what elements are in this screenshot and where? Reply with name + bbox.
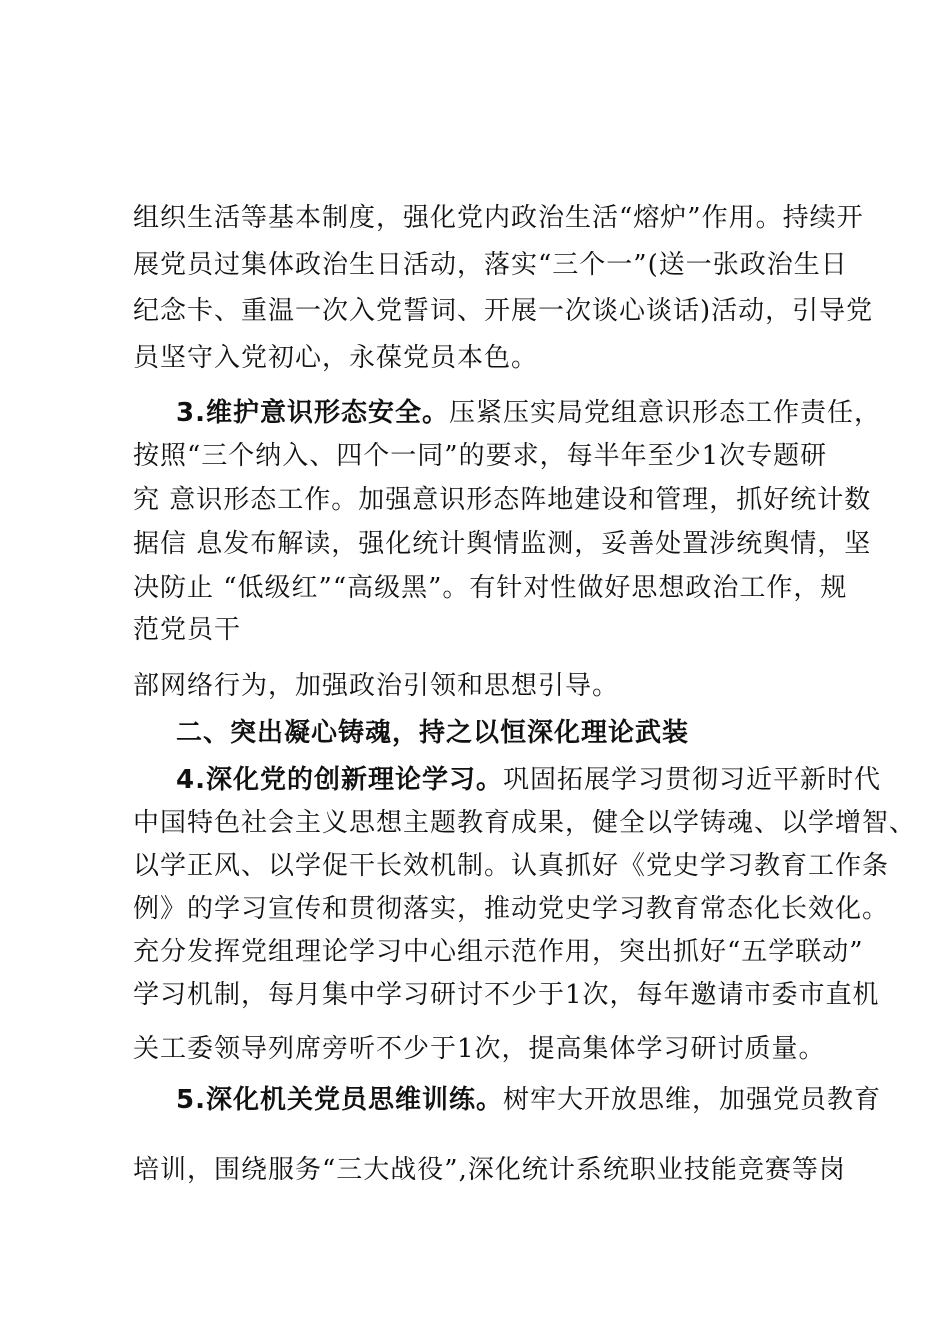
- paragraph-2-line-1: [176, 398, 881, 428]
- paragraph-3-line-2: 中国特色社会主义思想主题教育成果，健全以学铸魂、以学增智、: [133, 808, 917, 838]
- paragraph-4-line-1: [176, 1085, 881, 1115]
- paragraph-3-line-7: 关工委领导列席旁听不少于1次，提高集体学习研讨质量。: [133, 1034, 826, 1064]
- paragraph-3-line-1: [176, 765, 881, 795]
- paragraph-3-line-3: 以学正风、以学促干长效机制。认真抓好《党史学习教育工作条: [133, 851, 890, 881]
- paragraph-1-line-1: 组织生活等基本制度，强化党内政治生活“熔炉”作用。持续开: [133, 203, 864, 233]
- paragraph-2-line-5: 决防止 “低级红”“高级黑”。有针对性做好思想政治工作，规: [133, 573, 848, 603]
- paragraph-3-line-5: 充分发挥党组理论学习中心组示范作用，突出抓好“五学联动”: [133, 937, 864, 967]
- item-5-text: 树牢大开放思维，加强党员教育: [502, 1085, 881, 1115]
- item-4-title: 4.深化党的创新理论学习。: [176, 765, 503, 795]
- paragraph-1-line-3: 纪念卡、重温一次入党誓词、开展一次谈心谈话)活动，引导党: [133, 296, 874, 326]
- section-heading: 二、突出凝心铸魂，持之以恒深化理论武装: [176, 718, 690, 748]
- paragraph-3-line-6: 学习机制，每月集中学习研讨不少于1次，每年邀请市委市直机: [133, 980, 880, 1010]
- paragraph-2-line-2: 按照“三个纳入、四个一同”的要求，每半年至少1次专题研: [133, 441, 828, 471]
- paragraph-1-line-4: 员坚守入党初心，永葆党员本色。: [133, 343, 539, 373]
- paragraph-2-line-3: 究 意识形态工作。加强意识形态阵地建设和管理，抓好统计数: [133, 485, 872, 515]
- paragraph-2-line-6: 范党员干: [133, 615, 242, 645]
- item-3-title: 3.维护意识形态安全。: [176, 398, 449, 428]
- item-5-title: 5.深化机关党员思维训练。: [176, 1085, 503, 1115]
- paragraph-4-line-2: 培训，围绕服务“三大战役”,深化统计系统职业技能竞赛等岗: [133, 1155, 846, 1185]
- paragraph-2-line-7: 部网络行为，加强政治引领和思想引导。: [133, 671, 620, 701]
- item-4-text: 巩固拓展学习贯彻习近平新时代: [502, 765, 881, 795]
- item-3-text: 压紧压实局党组意识形态工作责任，: [448, 398, 881, 428]
- paragraph-3-line-4: 例》的学习宣传和贯彻落实，推动党史学习教育常态化长效化。: [133, 894, 890, 924]
- paragraph-1-line-2: 展党员过集体政治生日活动，落实“三个一”(送一张政治生日: [133, 250, 848, 280]
- paragraph-2-line-4: 据信 息发布解读，强化统计舆情监测，妥善处置涉统舆情，坚: [133, 529, 872, 559]
